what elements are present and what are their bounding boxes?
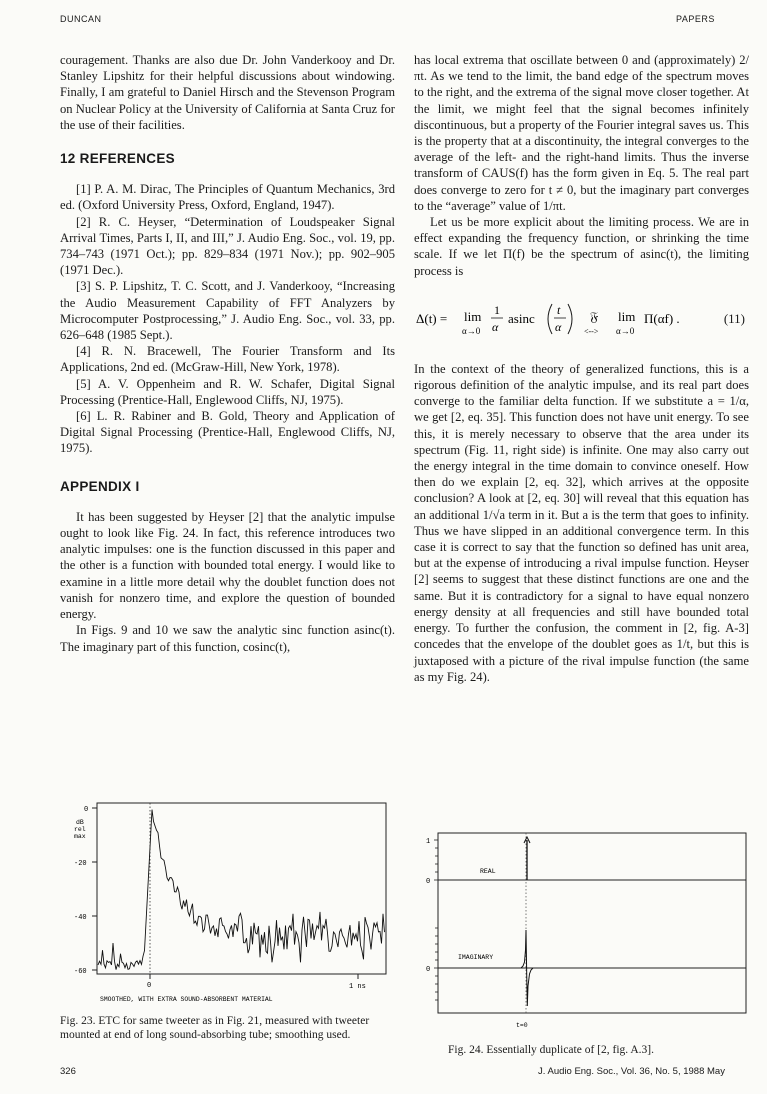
reference-item: [6] L. R. Rabiner and B. Gold, Theory and Application of Digital Signal Processing (Prentice-Hall, Englewood Cliffs, NJ, 1975). [60,409,395,456]
right-column [414,52,749,685]
figure-23-inner-label: SMOOTHED, WITH EXTRA SOUND-ABSORBENT MATERIAL [100,996,273,1003]
x-tick-label: 1 ns [349,983,366,991]
y-tick-label: -20 [74,860,87,868]
y-tick-label: 0 [426,878,431,886]
eq-asinc: asinc [508,310,535,326]
y-axis-label: dB [76,819,84,826]
section-heading-appendix: APPENDIX I [60,478,140,494]
paragraph: In Figs. 9 and 10 we saw the analytic sinc function asinc(t). The imaginary part of this function, cosinc(t), [60,623,395,654]
time-zero-label: t=0 [516,1022,528,1029]
paragraph: In the context of the theory of generalized functions, this is a rigorous definition of the analytic impulse, and its real part does converge to the familiar delta function. If we substitute a = 1/α, we get [2, eq. 35]. This function does not have unit energy. To see this, it is merely necessary to observe that the area under its spectrum (Fig. 11, right side) is infinite. One may also carry out the energy integral in the time domain to convince oneself. How then do we explain [2, eq. 32], which arrives at the opposite conclusion? A look at [2, eq. 30] will reveal that this equation has an additional 1/√a term in it. But a is the term that goes to infinity. Thus we have slipped in an additional convergence term. In this case it is correct to say that the function so defined has unit area, but at the expense of introducing a rival impulse function. Heyser [2] seems to suggest that these distinct functions are one and the same. But it is contradictory for a signal to have equal nonzero energy density at all frequencies and still have bounded total energy. To further the confusion, the comment in [2, fig. A-3] concedes that the envelope of the doublet goes as 1/t, but this is juxtaposed with a picture of the rival impulse function (the same as my Fig. 24). [414,361,749,684]
y-tick-label: -60 [74,968,87,976]
running-head-section: PAPERS [676,14,715,24]
y-axis-label: rel [74,826,86,833]
y-tick-label: 1 [426,838,431,846]
reference-item: [2] R. C. Heyser, “Determination of Loudspeaker Signal Arrival Times, Parts I, II, and III,” J. Audio Eng. Soc., vol. 19, pp. 734–743 (1971 Oct.); pp. 829–834 (1971 Nov.); pp. 902–905 (1971 Dec.). [60,214,395,278]
paragraph: Let us be more explicit about the limiting process. We are in effect expanding the frequency function, or shrinking the time scale. If we let Π(f) be the spectrum of asinc(t), the limiting process is [414,215,749,278]
y-tick-label: 0 [426,966,431,974]
equation-body [414,299,714,339]
eq-frac-num: 1 [494,302,500,317]
imaginary-part-label: IMAGINARY [458,954,494,961]
page-number: 326 [60,1066,76,1077]
reference-item: [4] R. N. Bracewell, The Fourier Transform and Its Applications, 2nd ed. (McGraw-Hill, New York, 1978). [60,344,395,375]
reference-item: [1] P. A. M. Dirac, The Principles of Quantum Mechanics, 3rd ed. (Oxford University Press, Oxford, England, 1947). [60,182,395,213]
y-tick-label: -40 [74,914,87,922]
equation-11 [414,299,749,339]
eq-arrow: <--> [584,326,599,336]
eq-lim-2: lim [618,308,636,324]
figure-24 [422,830,752,1035]
real-part-label: REAL [480,868,496,875]
figure-23 [60,800,390,1010]
figure-23-plot [60,800,390,1010]
paragraph: It has been suggested by Heyser [2] that the analytic impulse ought to look like Fig. 24. In fact, this reference introduces two analytic impulses: one is the function discussed in this paper and the other is a function with bounded total energy. I would like to examine in a little more detail why the doublet function does not vanish for nonzero time, and explore the question of bounded energy. [60,509,395,622]
eq-frac-den: α [492,319,499,334]
eq-arg-den: α [555,319,562,334]
eq-lim-sub: α→0 [462,325,481,336]
figure-24-caption: Fig. 24. Essentially duplicate of [2, fig. A.3]. [448,1044,655,1056]
reference-item: [3] S. P. Lipshitz, T. C. Scott, and J. Vanderkooy, “Increasing the Audio Measurement Capability of FFT Analyzers by Microcomputer Postprocessing,” J. Audio Eng. Soc., vol. 33, pp. 626–648 (1985 Sept.). [60,279,395,343]
x-tick-label: 0 [147,982,152,990]
section-heading-references: 12 REFERENCES [60,151,175,167]
eq-fourier-symbol: 𝔉 [590,308,599,324]
paragraph: has local extrema that oscillate between 0 and (approximately) 2/πt. As we tend to the limit, the band edge of the spectrum moves to the right, and the extrema of the signal move closer together. At the limit, we might feel that the signal becomes infinitely discontinuous, but a property of the Fourier integral saves us. This is the property that at a discontinuity, the integral converges to the average of the left- and the right-hand limits. Thus the inverse transform of CAUS(f) has the form given in Eq. 5. The real part does converge to zero for t ≠ 0, but the imaginary part converges to the “average” value of 1/πt. [414,53,749,213]
y-axis-label: max [74,833,86,840]
paragraph: couragement. Thanks are also due Dr. John Vanderkooy and Dr. Stanley Lipshitz for their helpful discussions about windowing. Finally, I am grateful to Daniel Hirsch and the Stevenson Program on Nuclear Policy at the University of California at Santa Cruz for the use of their facilities. [60,53,395,132]
etc-trace [98,810,385,970]
figure-23-caption: Fig. 23. ETC for same tweeter as in Fig. 21, measured with tweeter mounted at end of long sound-absorbing tube; smoothing used. [60,1015,370,1041]
figure-24-plot [422,830,752,1035]
equation-number: (11) [723,310,745,326]
eq-arg-num: t [557,302,561,317]
journal-citation: J. Audio Eng. Soc., Vol. 36, No. 5, 1988 May [538,1066,725,1077]
eq-lim-sub-2: α→0 [616,325,635,336]
eq-lhs: Δ(t) = [416,310,448,326]
y-tick-label: 0 [84,806,89,814]
eq-lim: lim [464,308,482,324]
left-column [60,52,395,655]
reference-item: [5] A. V. Oppenheim and R. W. Schafer, Digital Signal Processing (Prentice-Hall, Englewood Cliffs, NJ, 1975). [60,376,395,407]
eq-rhs: Π(αf) . [644,310,680,326]
running-head-author: DUNCAN [60,14,102,24]
